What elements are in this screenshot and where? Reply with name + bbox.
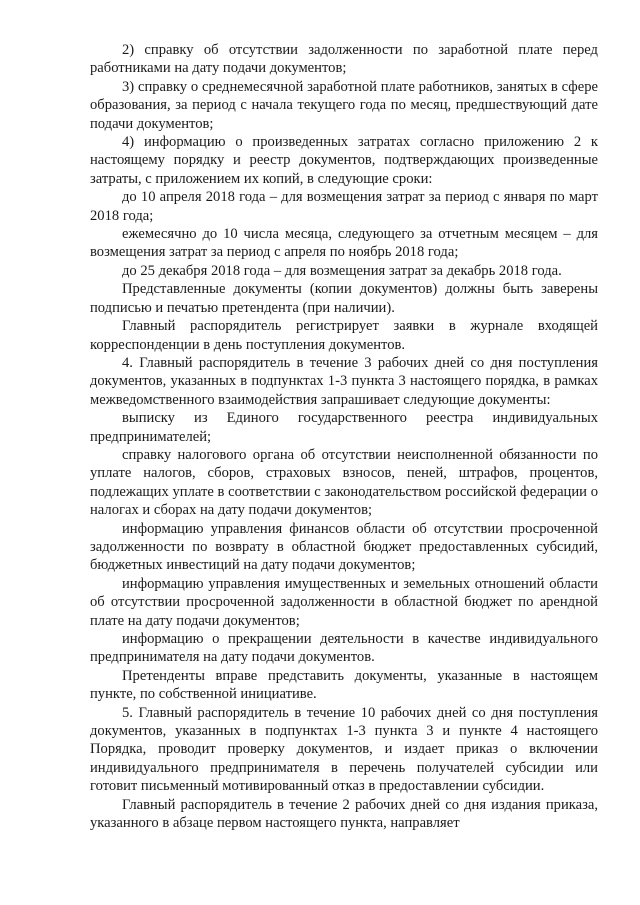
finance-information-item: информацию управления финансов области об отсутствии просроченной задолженности по возврату в областной бюджет предоставленных субсидий, бюджетных инвестиций на дату подачи документов; [90, 520, 598, 574]
registration-paragraph: Главный распорядитель регистрирует заявки в журнале входящей корреспонденции в день поступления документов. [90, 318, 598, 353]
item-3-average-salary-certificate: 3) справку о среднемесячной заработной плате работников, занятых в сфере образования, за период с начала текущего года по месяц, предшествующий дате подачи документов; [90, 78, 598, 132]
item-4-costs-information: 4) информацию о произведенных затратах согласно приложению 2 к настоящему порядку и реестр документов, подтверждающих произведенные затраты, с приложением их копий, в следующие сроки: [90, 134, 598, 187]
order-sending-paragraph: Главный распорядитель в течение 2 рабочих дней со дня издания приказа, указанного в абзаце первом настоящего пункта, направляет [90, 796, 598, 832]
own-initiative-paragraph: Претенденты вправе представить документы, указанные в настоящем пункте, по собственной инициативе. [90, 667, 598, 703]
documents-certification-paragraph: Представленные документы (копии документов) должны быть заверены подписью и печатью претендента (при наличии). [90, 281, 598, 316]
deadline-april: до 10 апреля 2018 года – для возмещения затрат за период с января по март 2018 года; [90, 189, 598, 224]
registry-extract-item: выписку из Единого государственного реестра индивидуальных предпринимателей; [90, 410, 598, 445]
item-2-salary-debt-certificate: 2) справку об отсутствии задолженности по заработной плате перед работниками на дату подачи документов; [90, 42, 598, 77]
section-4-paragraph: 4. Главный распорядитель в течение 3 рабочих дней со дня поступления документов, указанных в подпунктах 1-3 пункта 3 настоящего порядка, в рамках межведомственного взаимодействия запрашивает следующие документы: [90, 354, 598, 408]
termination-information-item: информацию о прекращении деятельности в качестве индивидуального предпринимателя на дату подачи документов. [90, 631, 598, 666]
tax-certificate-item: справку налогового органа об отсутствии неисполненной обязанности по уплате налогов, сборов, страховых взносов, пеней, штрафов, процентов, подлежащих уплате в соответствии с законодательством российской федерации о налогах и сборах на дату подачи документов; [90, 446, 598, 519]
deadline-december: до 25 декабря 2018 года – для возмещения затрат за декабрь 2018 года. [122, 262, 562, 279]
document-page [90, 41, 598, 832]
section-5-paragraph: 5. Главный распорядитель в течение 10 рабочих дней со дня поступления документов, указанных в подпунктах 1-3 пункта 3 и пункте 4 настоящего Порядка, проводит проверку документов, и издает приказ о включении индивидуального предпринимателя в перечень получателей субсидии или готовит письменный мотивированный отказ в предоставлении субсидии. [90, 704, 598, 795]
property-information-item: информацию управления имущественных и земельных отношений области об отсутствии просроченной задолженности в областной бюджет по арендной плате на дату подачи документов; [90, 575, 598, 629]
deadline-monthly: ежемесячно до 10 числа месяца, следующего за отчетным месяцем – для возмещения затрат за период с апреля по ноябрь 2018 года; [90, 226, 598, 261]
